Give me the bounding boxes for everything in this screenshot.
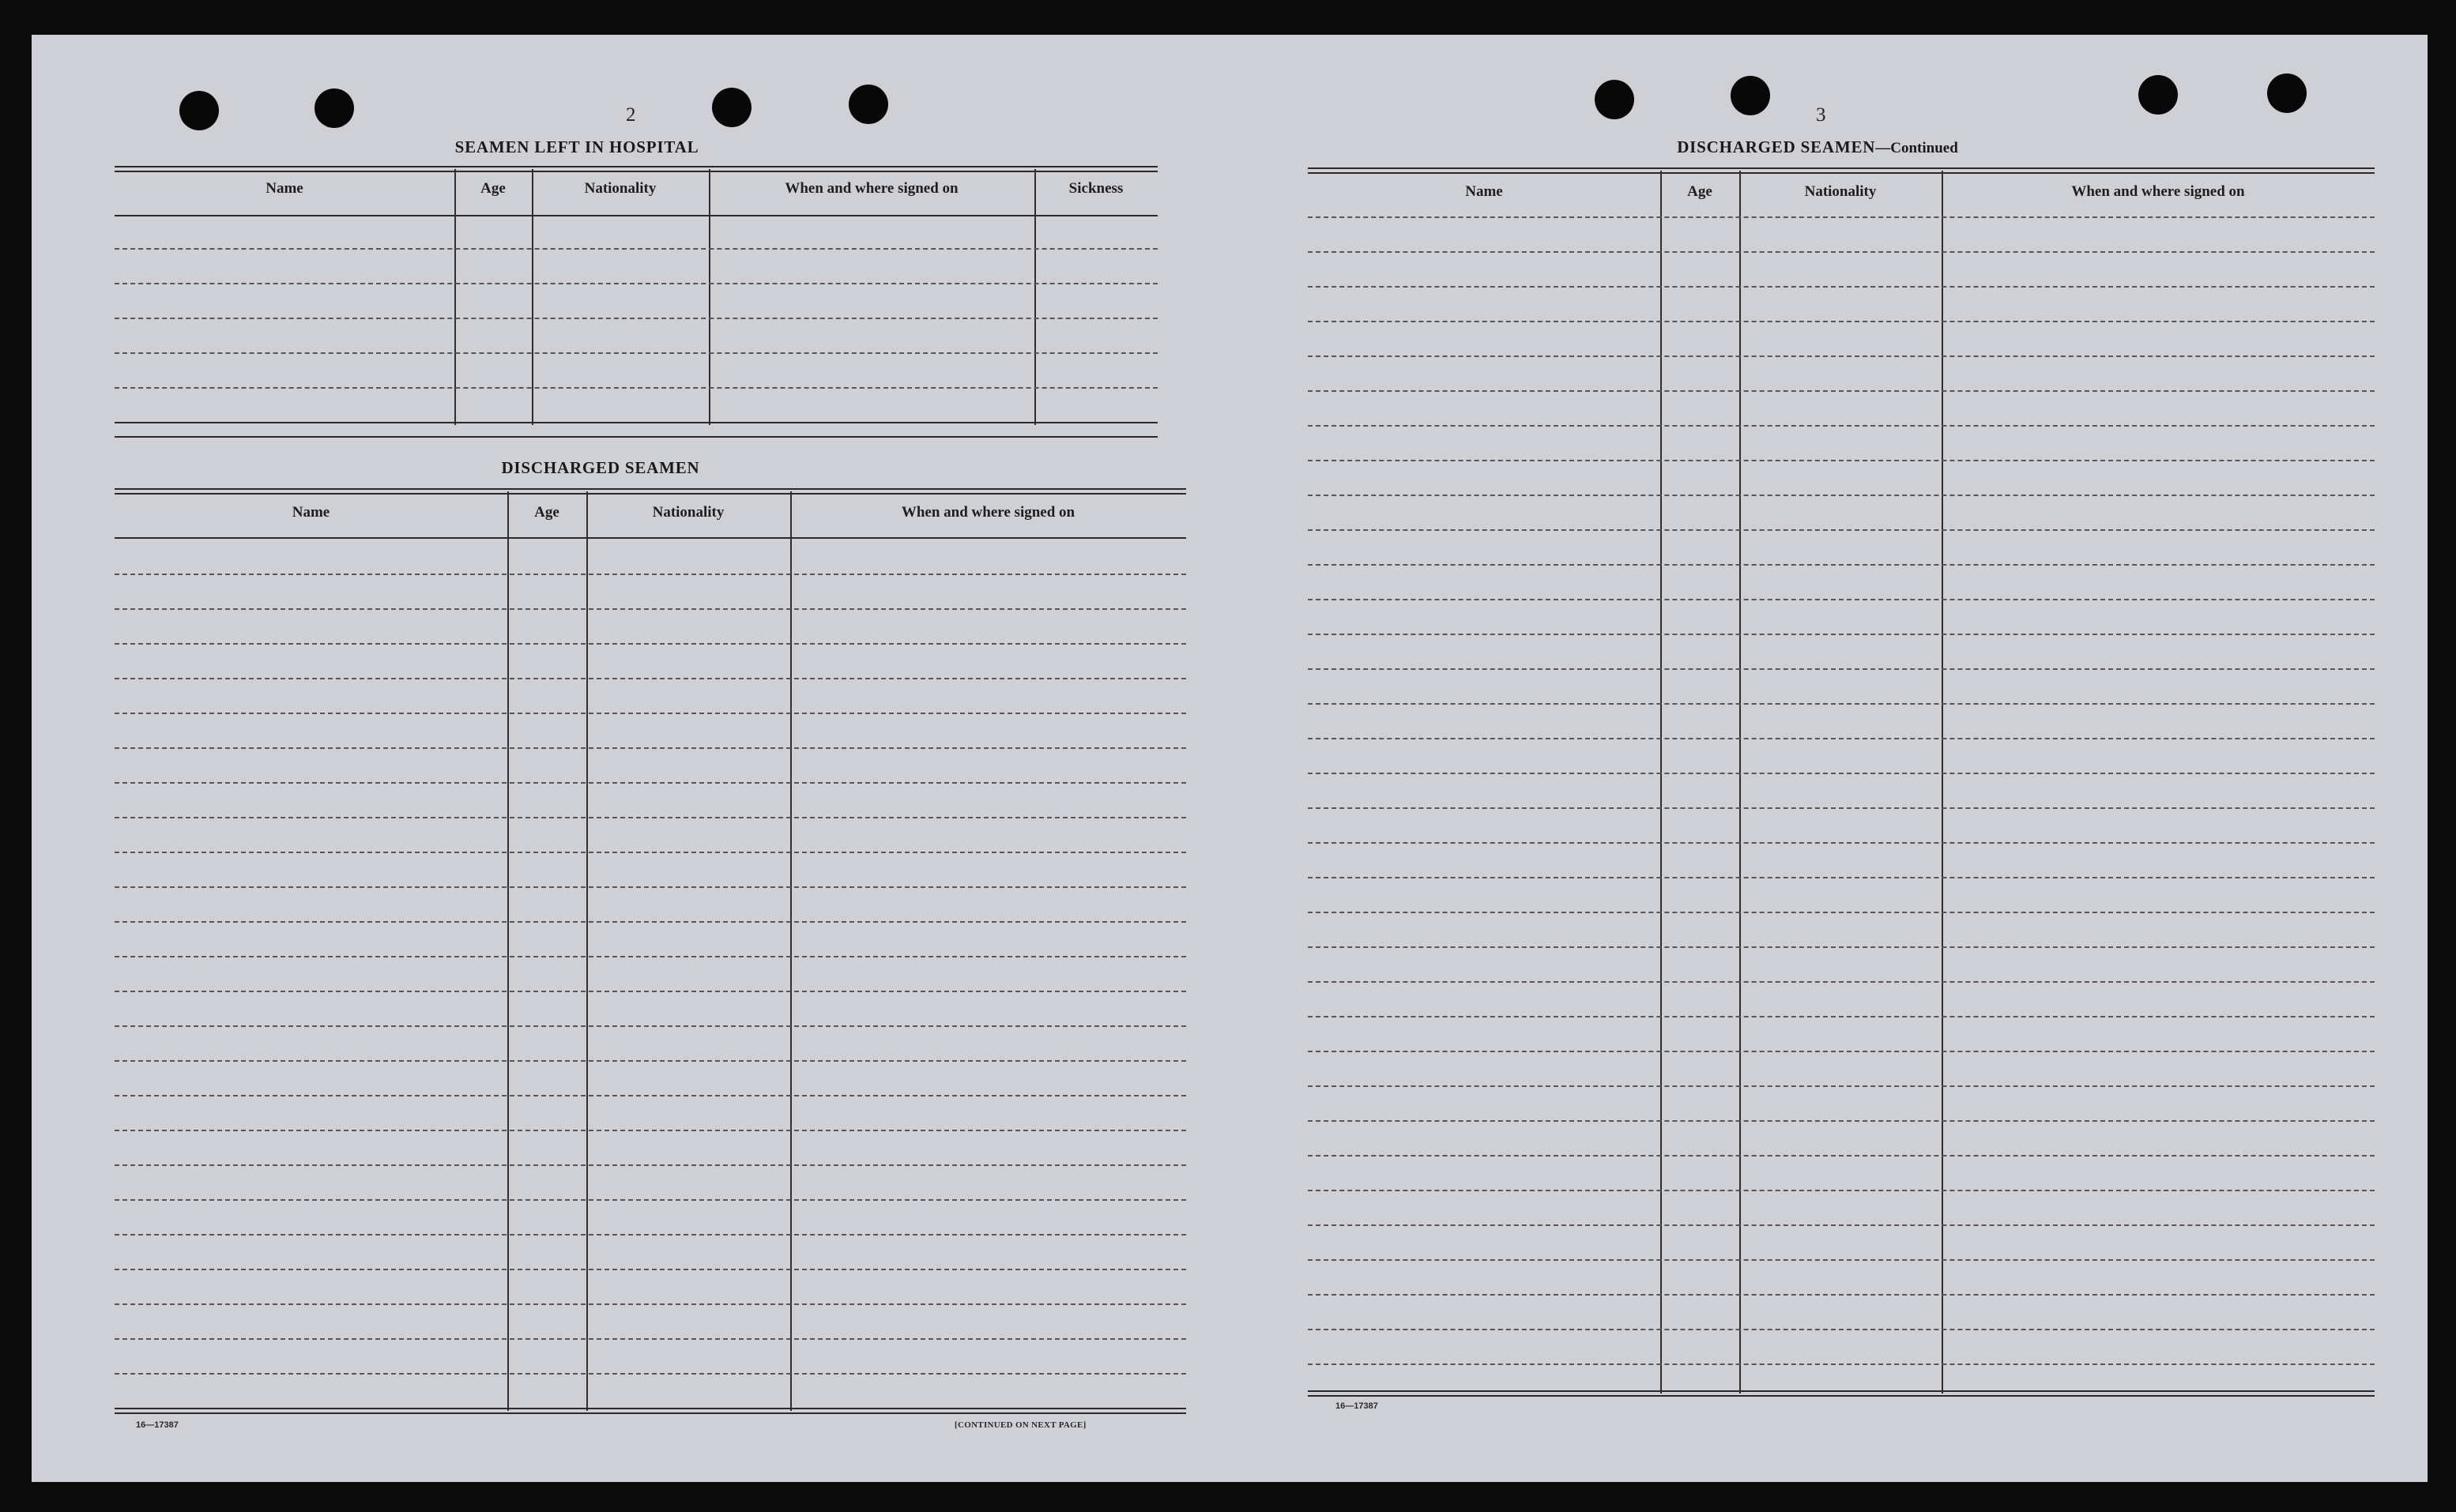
punch-hole bbox=[1731, 76, 1770, 115]
hospital-section-title: SEAMEN LEFT IN HOSPITAL bbox=[454, 137, 699, 156]
col-head-name: Name bbox=[1465, 183, 1503, 200]
col-head-sickness: Sickness bbox=[1068, 180, 1124, 197]
form-code-left: 16—17387 bbox=[136, 1420, 179, 1430]
punch-hole bbox=[2138, 75, 2178, 115]
discharged-continued-title-main: DISCHARGED SEAMEN bbox=[1677, 137, 1876, 156]
punch-hole bbox=[2267, 73, 2307, 113]
col-head-nationality: Nationality bbox=[652, 504, 725, 521]
col-head-signed-on: When and where signed on bbox=[901, 504, 1075, 521]
document-sheet bbox=[32, 35, 2428, 1482]
hospital-table bbox=[115, 166, 1158, 476]
col-head-nationality: Nationality bbox=[1804, 183, 1877, 200]
discharged-continued-title-suffix: —Continued bbox=[1875, 140, 1958, 156]
col-head-age: Age bbox=[480, 180, 506, 197]
punch-hole bbox=[1595, 80, 1634, 119]
col-head-nationality: Nationality bbox=[584, 180, 657, 197]
continued-note: [CONTINUED ON NEXT PAGE] bbox=[955, 1420, 1087, 1430]
discharged-continued-title bbox=[1501, 137, 2134, 157]
discharged-continued-table bbox=[1308, 167, 2375, 1441]
punch-hole bbox=[849, 85, 888, 124]
col-head-signed-on: When and where signed on bbox=[2071, 183, 2245, 200]
punch-hole bbox=[179, 91, 219, 130]
discharged-table bbox=[115, 488, 1186, 1452]
punch-hole bbox=[712, 88, 751, 127]
discharged-section-title: DISCHARGED SEAMEN bbox=[501, 458, 700, 477]
col-head-signed-on: When and where signed on bbox=[785, 180, 959, 197]
col-head-age: Age bbox=[1687, 183, 1712, 200]
punch-hole bbox=[315, 88, 354, 128]
form-code-right: 16—17387 bbox=[1335, 1401, 1378, 1411]
col-head-name: Name bbox=[266, 180, 303, 197]
page-number-right: 3 bbox=[1816, 104, 1826, 126]
col-head-name: Name bbox=[292, 504, 330, 521]
page-number-left: 2 bbox=[626, 104, 636, 126]
col-head-age: Age bbox=[534, 504, 559, 521]
